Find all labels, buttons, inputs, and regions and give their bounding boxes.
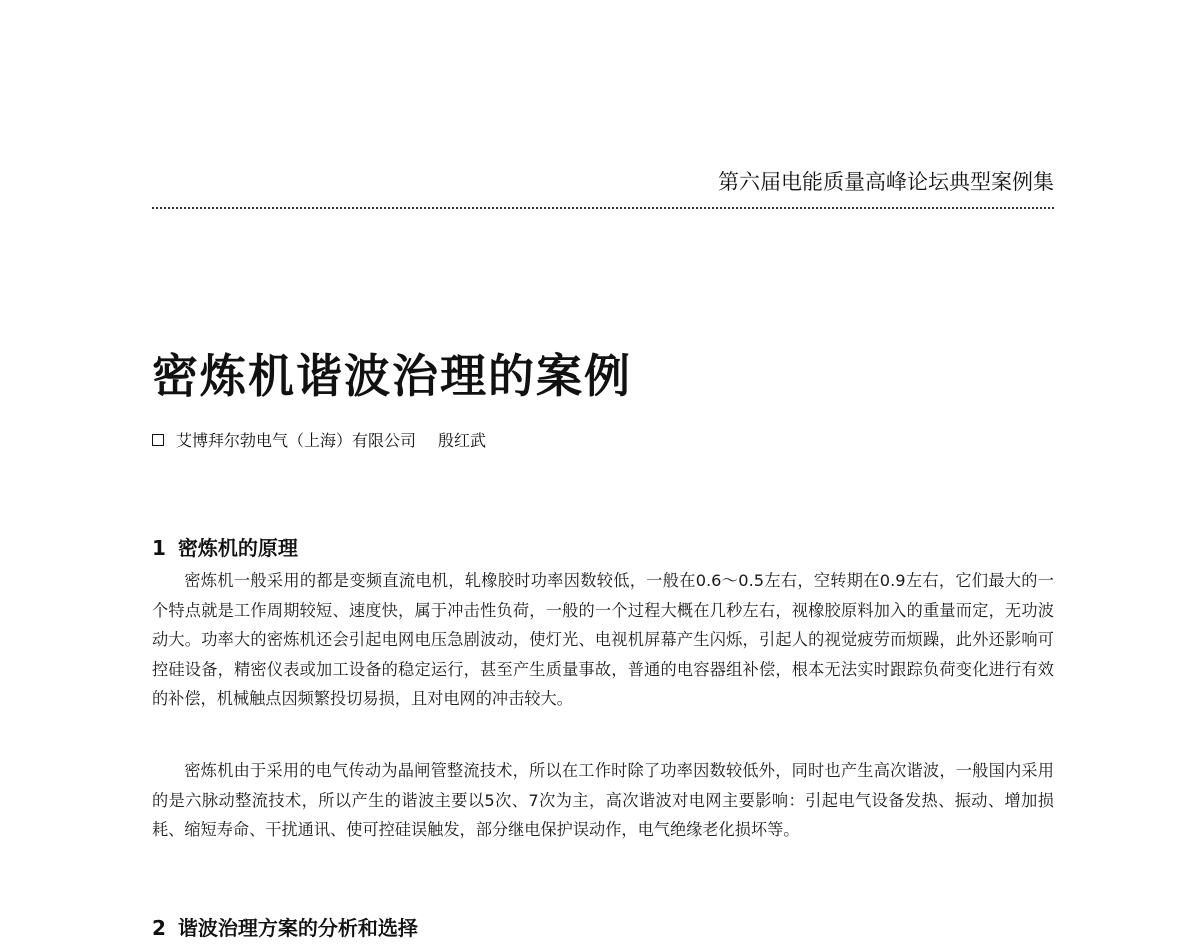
- header-divider: [152, 207, 1054, 209]
- running-header: 第六届电能质量高峰论坛典型案例集: [718, 170, 1054, 194]
- body-paragraph: 密炼机由于采用的电气传动为晶闸管整流技术，所以在工作时除了功率因数较低外，同时也产生高次谐波，一般国内采用的是六脉动整流技术，所以产生的谐波主要以5次、7次为主，高次谐波对电网主要影响：引起电气设备发热、振动、增加损耗、缩短寿命、干扰通讯、使可控硅误触发，部分继电保护误动作，电气绝缘老化损坏等。: [152, 761, 1054, 839]
- square-outline-icon: [152, 434, 164, 446]
- author-organization: 艾博拜尔勃电气（上海）有限公司: [176, 431, 417, 450]
- section-title: 谐波治理方案的分析和选择: [177, 916, 418, 940]
- body-paragraph: 密炼机一般采用的都是变频直流电机，轧橡胶时功率因数较低，一般在0.6～0.5左右，空转期在0.9左右，它们最大的一个特点就是工作周期较短、速度快，属于冲击性负荷，一般的一个过程大概在几秒左右，视橡胶原料加入的重量而定，无功波动大。功率大的密炼机还会引起电网电压急剧波动，使灯光、电视机屏幕产生闪烁，引起人的视觉疲劳而烦躁，此外还影响可控硅设备，精密仪表或加工设备的稳定运行，甚至产生质量事故，普通的电容器组补偿，根本无法实时跟踪负荷变化进行有效的补偿，机械触点因频繁投切易损，且对电网的冲击较大。: [152, 571, 1054, 708]
- section-title: 密炼机的原理: [177, 536, 298, 560]
- byline: [152, 428, 486, 451]
- section-heading: [152, 532, 298, 561]
- section-heading: [152, 912, 418, 941]
- section-number: 1: [152, 536, 166, 560]
- article-title: 密炼机谐波治理的案例: [152, 349, 632, 403]
- author-name: 殷红武: [438, 431, 487, 450]
- section-number: 2: [152, 916, 166, 940]
